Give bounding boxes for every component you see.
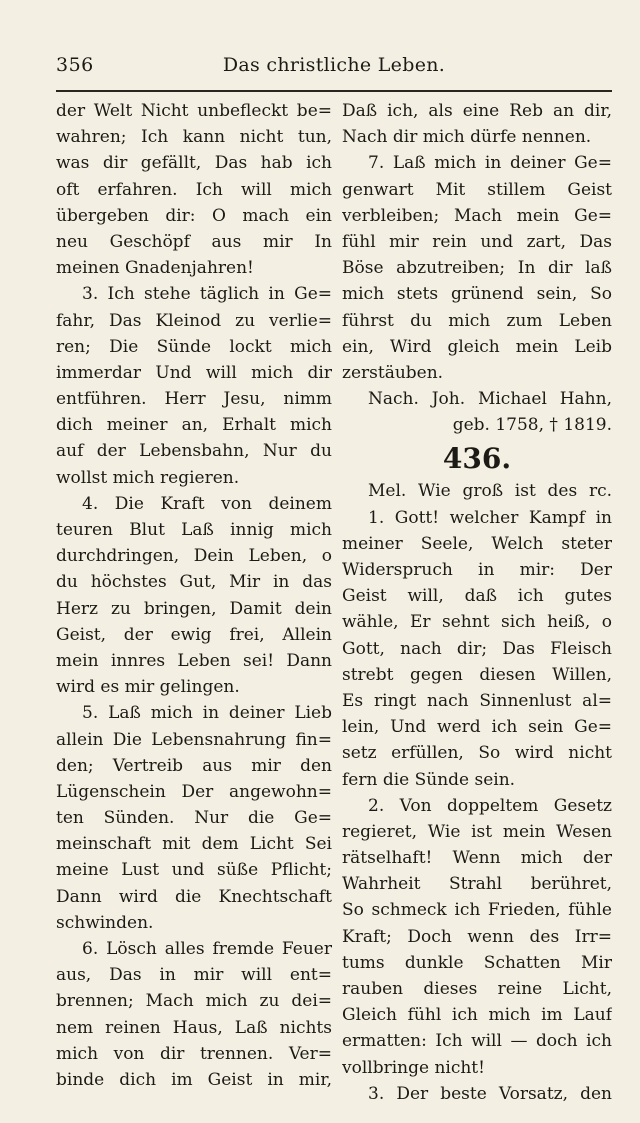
page-number: 356 bbox=[56, 54, 94, 76]
text-line: tums dunkle Schatten Mir bbox=[342, 952, 612, 973]
text-line: was dir gefällt, Das hab ich bbox=[56, 153, 332, 174]
text-line: genwart Mit stillem Geist bbox=[342, 179, 612, 200]
text-line: ren; Die Sünde lockt mich bbox=[56, 336, 332, 357]
text-line: übergeben dir: O mach ein bbox=[56, 205, 332, 226]
text-line: der Welt Nicht unbefleckt be= bbox=[56, 101, 332, 121]
text-line: Widerspruch in mir: Der bbox=[342, 560, 612, 580]
text-line: So schmeck ich Frieden, fühle bbox=[342, 900, 612, 921]
text-line: Wahrheit Strahl berühret, bbox=[342, 874, 612, 895]
text-line: wahren; Ich kann nicht tun, bbox=[56, 127, 332, 148]
text-line: regieret, Wie ist mein Wesen bbox=[342, 821, 612, 842]
text-line: mich von dir trennen. Ver= bbox=[56, 1043, 332, 1064]
page-header bbox=[56, 50, 612, 86]
text-line: Mel. Wie groß ist des rc. bbox=[368, 481, 612, 502]
text-line: fahr, Das Kleinod zu verlie= bbox=[56, 310, 332, 331]
text-line: Gleich fühl ich mich im Lauf bbox=[342, 1005, 612, 1026]
text-line: den; Vertreib aus mir den bbox=[56, 755, 332, 776]
text-line: Dann wird die Knechtschaft bbox=[56, 886, 332, 907]
text-line: fern die Sünde sein. bbox=[342, 769, 516, 790]
text-line: ermatten: Ich will — doch ich bbox=[342, 1031, 612, 1052]
text-line: Geist, der ewig frei, Allein bbox=[56, 624, 332, 645]
running-title: Das christliche Leben. bbox=[222, 54, 446, 76]
text-line: dich meiner an, Erhalt mich bbox=[56, 415, 332, 436]
text-line: lein, Und werd ich sein Ge= bbox=[342, 717, 612, 738]
text-line: mein innres Leben sei! Dann bbox=[56, 650, 332, 671]
text-line: ten Sünden. Nur die Ge= bbox=[56, 808, 332, 829]
text-line: fühl mir rein und zart, Das bbox=[342, 231, 612, 252]
text-line: meine Lust und süße Pflicht; bbox=[56, 860, 332, 881]
text-line: mich stets grünend sein, So bbox=[342, 284, 612, 305]
text-line: Nach. Joh. Michael Hahn, bbox=[368, 389, 612, 410]
header-rule bbox=[56, 90, 612, 92]
text-line: 5. Laß mich in deiner Lieb bbox=[82, 703, 332, 724]
right-column-bottom bbox=[342, 478, 612, 1107]
text-line: zerstäuben. bbox=[342, 362, 444, 383]
text-line: aus, Das in mir will ent= bbox=[56, 965, 332, 986]
text-line: führst du mich zum Leben bbox=[342, 310, 612, 331]
text-line: brennen; Mach mich zu dei= bbox=[56, 991, 332, 1012]
text-line: durchdringen, Dein Leben, o bbox=[56, 546, 332, 567]
text-line: auf der Lebensbahn, Nur du bbox=[56, 441, 332, 462]
text-line: 4. Die Kraft von deinem bbox=[82, 493, 332, 514]
text-line: verbleiben; Mach mein Ge= bbox=[342, 205, 612, 226]
text-line: 1. Gott! welcher Kampf in bbox=[368, 507, 612, 528]
text-line: wollst mich regieren. bbox=[56, 467, 240, 488]
text-line: Daß ich, als eine Reb an dir, bbox=[342, 101, 612, 121]
text-line: binde dich im Geist in mir, bbox=[56, 1069, 332, 1090]
text-line: geb. 1758, † 1819. bbox=[452, 415, 612, 436]
text-line: 6. Lösch alles fremde Feuer bbox=[82, 939, 332, 959]
text-line: Geist will, daß ich gutes bbox=[342, 586, 612, 607]
text-line: nem reinen Haus, Laß nichts bbox=[56, 1017, 332, 1038]
text-line: neu Geschöpf aus mir In bbox=[56, 231, 332, 252]
text-line: entführen. Herr Jesu, nimm bbox=[56, 389, 332, 410]
text-line: immerdar Und will mich dir bbox=[56, 362, 332, 383]
text-line: oft erfahren. Ich will mich bbox=[56, 179, 332, 200]
text-line: Gott, nach dir; Das Fleisch bbox=[342, 638, 612, 659]
right-column bbox=[342, 98, 612, 1107]
text-line: wird es mir gelingen. bbox=[56, 677, 240, 698]
text-line: ein, Wird gleich mein Leib bbox=[342, 336, 612, 357]
text-line: setz erfüllen, So wird nicht bbox=[342, 743, 612, 764]
hymn-number: 436. bbox=[442, 442, 512, 476]
text-line: Nach dir mich dürfe nennen. bbox=[342, 127, 592, 148]
text-line: 2. Von doppeltem Gesetz bbox=[368, 795, 612, 816]
text-line: rätselhaft! Wenn mich der bbox=[342, 848, 612, 869]
text-line: Kraft; Doch wenn des Irr= bbox=[342, 926, 612, 947]
text-line: teuren Blut Laß innig mich bbox=[56, 520, 332, 540]
text-line: allein Die Lebensnahrung fin= bbox=[56, 729, 332, 750]
text-line: Lügenschein Der angewohn= bbox=[56, 781, 332, 802]
text-line: rauben dieses reine Licht, bbox=[342, 979, 612, 999]
text-line: Herz zu bringen, Damit dein bbox=[56, 598, 332, 619]
text-line: 3. Der beste Vorsatz, den bbox=[368, 1083, 612, 1104]
right-column-top bbox=[342, 98, 612, 438]
text-line: vollbringe nicht! bbox=[342, 1057, 485, 1078]
text-line: Böse abzutreiben; In dir laß bbox=[342, 258, 612, 279]
text-line: schwinden. bbox=[56, 912, 154, 933]
text-line: 3. Ich stehe täglich in Ge= bbox=[82, 284, 332, 305]
text-line: Es ringt nach Sinnenlust al= bbox=[342, 690, 612, 711]
left-column bbox=[56, 98, 332, 1093]
text-line: meiner Seele, Welch steter bbox=[342, 533, 612, 554]
text-line: wähle, Er sehnt sich heiß, o bbox=[342, 612, 612, 633]
text-line: strebt gegen diesen Willen, bbox=[342, 664, 612, 685]
text-line: 7. Laß mich in deiner Ge= bbox=[368, 153, 612, 174]
text-line: meinen Gnadenjahren! bbox=[56, 258, 254, 279]
text-line: du höchstes Gut, Mir in das bbox=[56, 572, 332, 593]
text-line: meinschaft mit dem Licht Sei bbox=[56, 834, 332, 855]
